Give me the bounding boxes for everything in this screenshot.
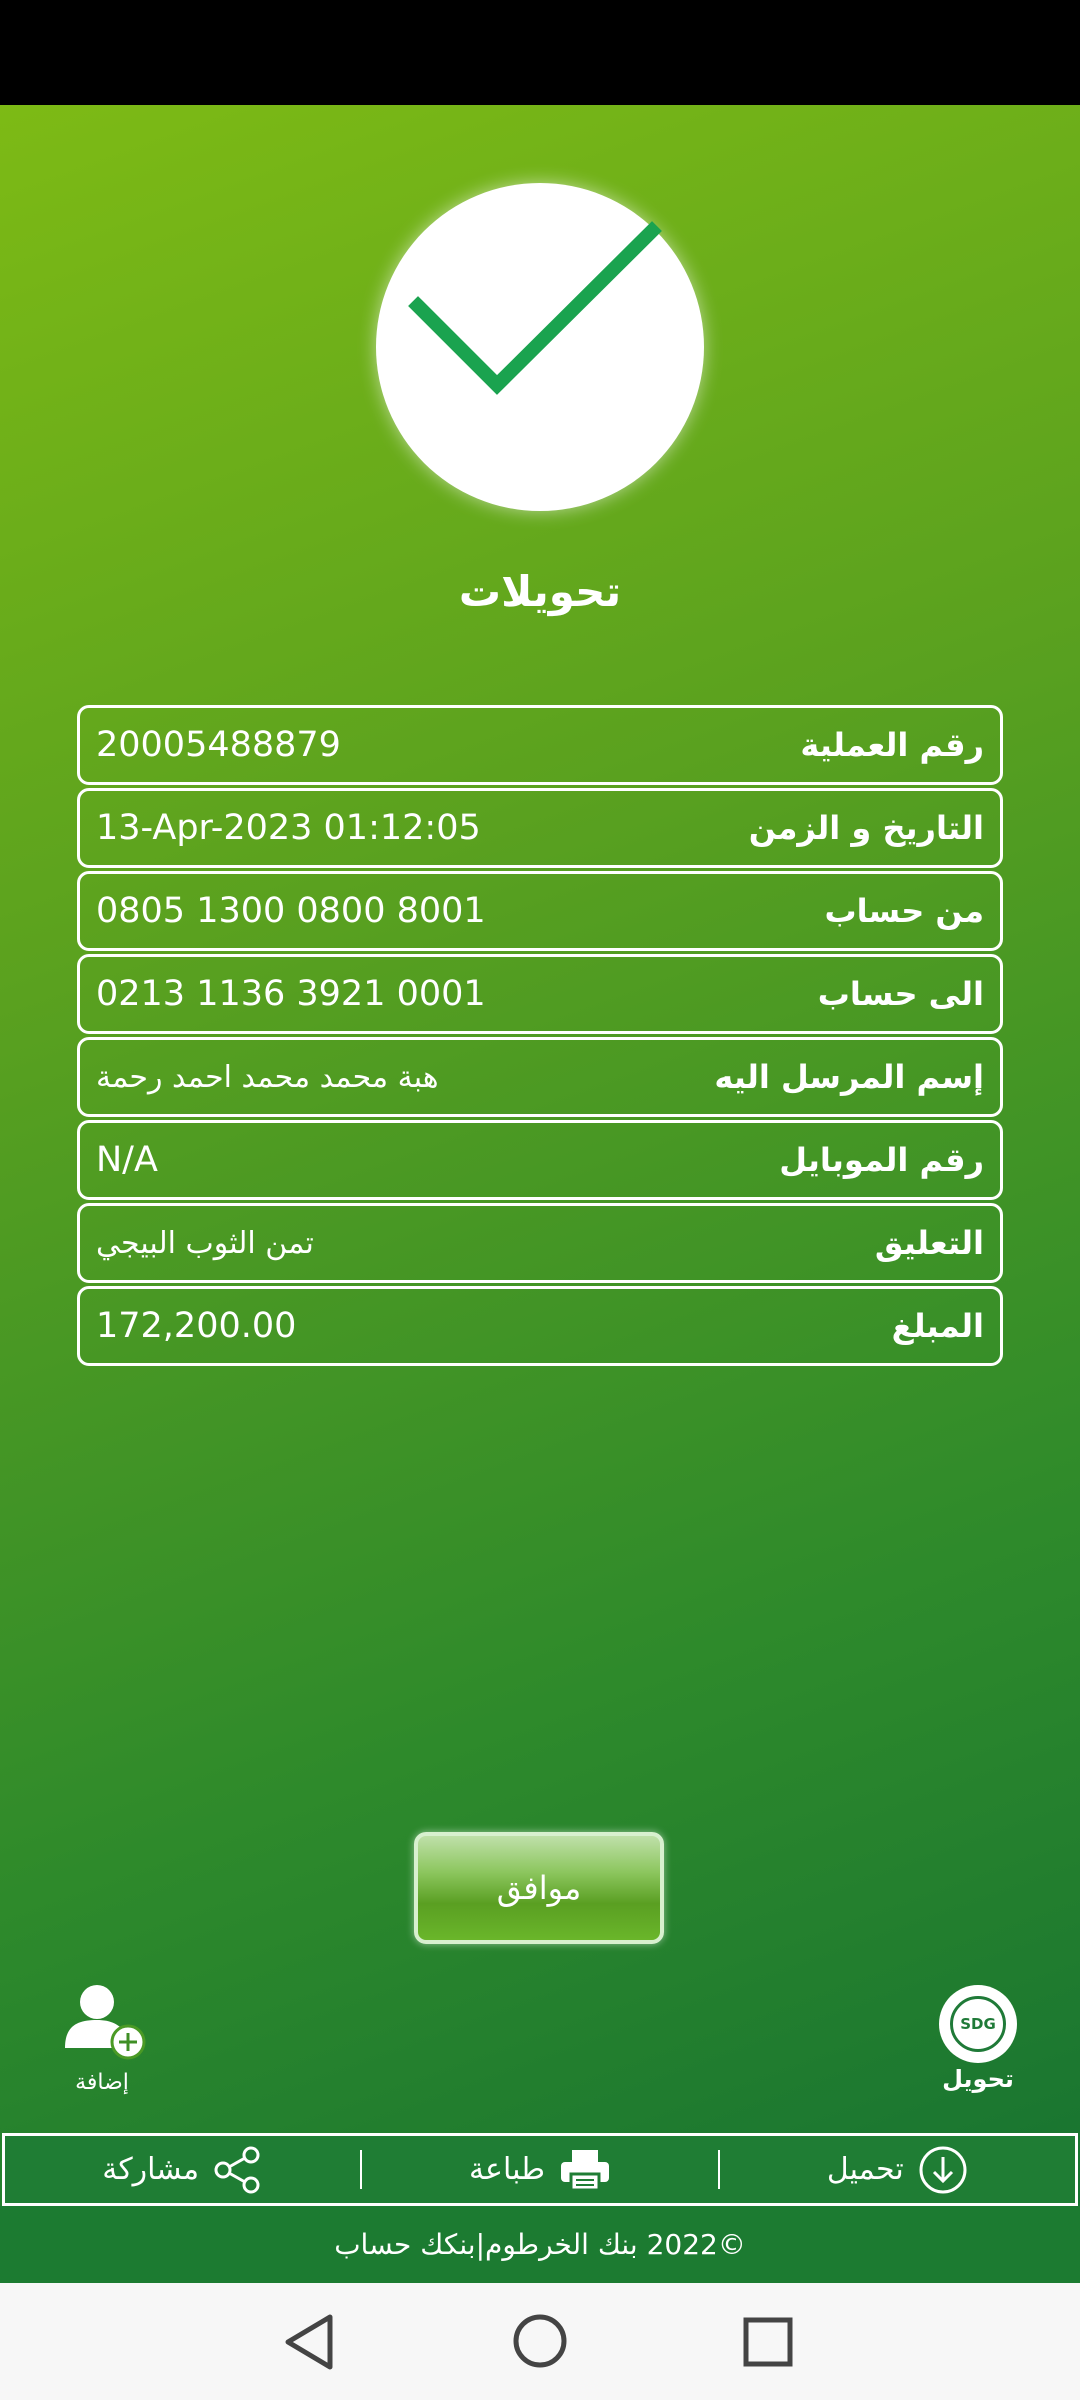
detail-label: التاريخ و الزمن [748,809,984,847]
share-icon [213,2145,263,2195]
detail-label: المبلغ [891,1307,984,1345]
add-label: إضافة [75,2070,129,2095]
print-label: طباعة [468,2152,546,2187]
detail-value: هبة محمد محمد احمد رحمة [96,1059,439,1095]
sdg-icon [939,1985,1017,2063]
print-button[interactable] [362,2136,717,2203]
detail-row-datetime [77,788,1003,868]
detail-row-recipient-name [77,1037,1003,1117]
detail-row-transaction-number [77,705,1003,785]
detail-label: الى حساب [817,975,984,1013]
share-label: مشاركة [102,2152,200,2187]
detail-label: رقم العملية [800,726,984,764]
detail-row-from-account [77,871,1003,951]
printer-icon [559,2148,611,2192]
sdg-badge: SDG [950,1996,1006,2052]
ok-button[interactable]: موافق [414,1832,664,1944]
action-bar [2,2133,1078,2206]
detail-row-comment [77,1203,1003,1283]
home-circle-icon[interactable] [510,2311,570,2371]
recents-square-icon[interactable] [740,2314,796,2370]
detail-label: التعليق [874,1224,984,1262]
download-icon [918,2145,968,2195]
detail-value: N/A [96,1140,158,1180]
detail-row-amount [77,1286,1003,1366]
detail-value: 13-Apr-2023 01:12:05 [96,808,481,848]
detail-value: 20005488879 [96,725,341,765]
detail-value: 0805 1300 0800 8001 [96,891,486,931]
detail-label: رقم الموبايل [779,1141,984,1179]
transfer-label: تحويل [942,2065,1014,2093]
download-button[interactable] [720,2136,1075,2203]
success-badge [376,183,704,511]
status-bar [0,0,1080,105]
checkmark-icon [376,183,704,511]
detail-row-to-account [77,954,1003,1034]
detail-value: تمن الثوب البيجي [96,1225,314,1261]
page-title: تحويلات [458,567,622,616]
transaction-details [77,705,1003,1369]
detail-label: إسم المرسل اليه [714,1058,984,1096]
detail-label: من حساب [824,892,984,930]
detail-value: 0213 1136 3921 0001 [96,974,486,1014]
back-triangle-icon[interactable] [280,2311,338,2373]
share-button[interactable] [5,2136,360,2203]
download-label: تحميل [826,2152,904,2187]
add-user-icon [57,1982,147,2064]
detail-value: 172,200.00 [96,1306,297,1346]
transfer-result-screen [0,105,1080,2283]
system-nav-bar [0,2283,1080,2400]
add-beneficiary-button[interactable] [52,1982,152,2095]
detail-row-mobile [77,1120,1003,1200]
transfer-button[interactable] [926,1985,1030,2093]
copyright-footer: ©2022 بنك الخرطوم|بنكك حساب [0,2206,1080,2283]
